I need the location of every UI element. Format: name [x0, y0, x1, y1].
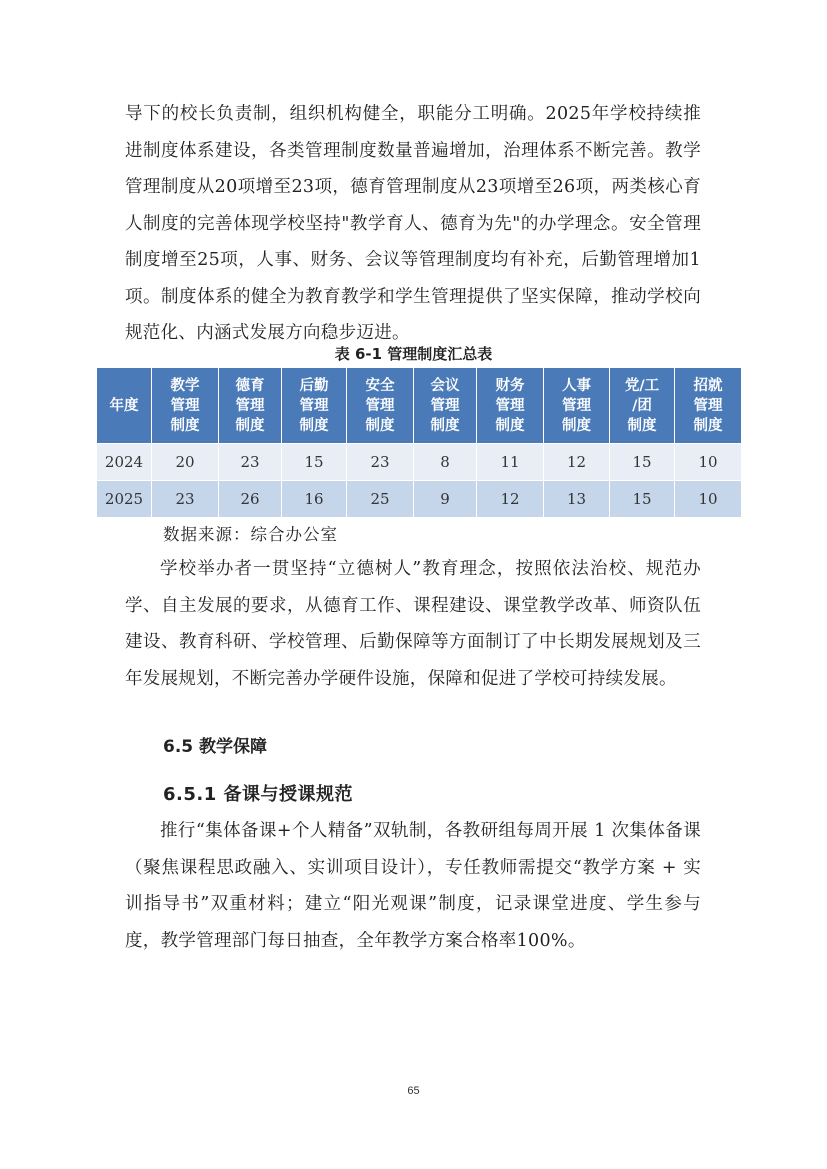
table-cell: 9: [414, 481, 477, 518]
subsection-heading: 6.5.1 备课与授课规范: [163, 784, 354, 805]
table-row: [97, 444, 742, 481]
management-system-table: [96, 367, 742, 518]
table-cell: 12: [477, 481, 544, 518]
header-finance: 财务 管理 制度: [477, 368, 544, 444]
table-cell: 10: [675, 444, 742, 481]
table-cell: 11: [477, 444, 544, 481]
header-recruitment: 招就 管理 制度: [675, 368, 742, 444]
table-cell: 23: [219, 444, 282, 481]
table-cell: 2025: [97, 481, 152, 518]
header-year: 年度: [97, 368, 152, 444]
table-row: [97, 481, 742, 518]
table-caption: 表 6-1 管理制度汇总表: [334, 345, 493, 363]
table-cell: 8: [414, 444, 477, 481]
data-source-note: 数据来源：综合办公室: [163, 525, 338, 544]
table-cell: 20: [152, 444, 219, 481]
body-paragraph: 学校举办者一贯坚持“立德树人”教育理念，按照依法治校、规范办学、自主发展的要求，从德育工作、课程建设、课堂教学改革、师资队伍建设、教育科研、学校管理、后勤保障等方面制订了中长期发展规划及三年发展规划，不断完善办学硬件设施，保障和促进了学校可持续发展。: [125, 559, 701, 689]
header-safety: 安全 管理 制度: [347, 368, 414, 444]
table-cell: 23: [347, 444, 414, 481]
section-heading: 6.5 教学保障: [163, 737, 268, 757]
table-cell: 15: [610, 444, 675, 481]
table-cell: 2024: [97, 444, 152, 481]
body-paragraph: 推行“集体备课+个人精备”双轨制，各教研组每周开展 1 次集体备课（聚焦课程思政融入、实训项目设计），专任教师需提交“教学方案 + 实训指导书”双重材料；建立“阳光观课”制度，记录课堂进度、学生参与度，教学管理部门每日抽查，全年教学方案合格率100%。: [125, 821, 701, 951]
header-personnel: 人事 管理 制度: [544, 368, 610, 444]
header-party: 党/工 /团 制度: [610, 368, 675, 444]
header-logistics: 后勤 管理 制度: [282, 368, 347, 444]
page-number: 65: [407, 1085, 420, 1097]
table-header-row: [97, 368, 742, 444]
intro-paragraph: 导下的校长负责制，组织机构健全，职能分工明确。2025年学校持续推进制度体系建设，各类管理制度数量普遍增加，治理体系不断完善。教学管理制度从20项增至23项，德育管理制度从23项增至26项，两类核心育人制度的完善体现学校坚持"教学育人、德育为先"的办学理念。安全管理制度增至25项，人事、财务、会议等管理制度均有补充，后勤管理增加1项。制度体系的健全为教育教学和学生管理提供了坚实保障，推动学校向规范化、内涵式发展方向稳步迈进。: [125, 104, 701, 343]
table-cell: 16: [282, 481, 347, 518]
table-cell: 12: [544, 444, 610, 481]
table-cell: 25: [347, 481, 414, 518]
table-cell: 10: [675, 481, 742, 518]
table-cell: 13: [544, 481, 610, 518]
header-meeting: 会议 管理 制度: [414, 368, 477, 444]
header-teaching: 教学 管理 制度: [152, 368, 219, 444]
table-cell: 26: [219, 481, 282, 518]
table-cell: 15: [282, 444, 347, 481]
header-moral: 德育 管理 制度: [219, 368, 282, 444]
table-cell: 15: [610, 481, 675, 518]
table-cell: 23: [152, 481, 219, 518]
